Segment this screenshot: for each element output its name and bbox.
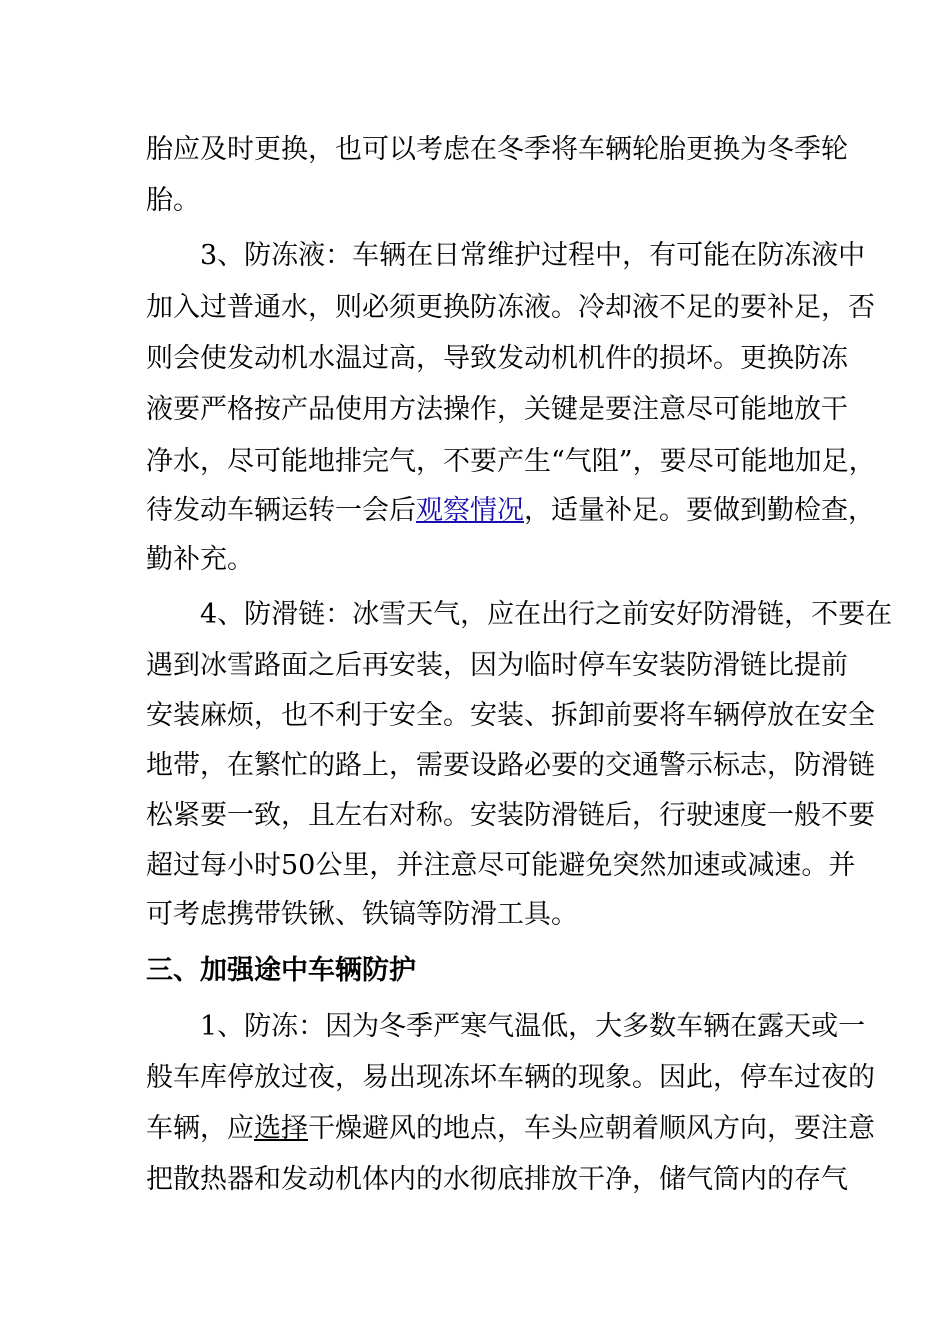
text-line: 胎应及时更换，也可以考虑在冬季将车辆轮胎更换为冬季轮 — [146, 134, 848, 165]
text-line-with-underline — [146, 1109, 875, 1149]
text-line: 胎。 — [146, 185, 200, 216]
text-line: 加入过普通水，则必须更换防冻液。冷却液不足的要补足，否 — [146, 292, 875, 323]
text-line: 液要严格按产品使用方法操作，关键是要注意尽可能地放干 — [146, 394, 848, 425]
text-line: 安装麻烦，也不利于安全。安装、拆卸前要将车辆停放在安全 — [146, 700, 875, 731]
text-line: 勤补充。 — [146, 544, 254, 575]
text-segment: ，适量补足。要做到勤检查， — [524, 495, 875, 526]
text-line: 净水，尽可能地排完气，不要产生“气阻”，要尽可能地加足， — [146, 446, 876, 477]
text-segment: 干燥避风的地点，车头应朝着顺风方向，要注意 — [308, 1113, 875, 1144]
text-line: 3、防冻液：车辆在日常维护过程中，有可能在防冻液中 — [200, 240, 866, 271]
section-heading: 三、加强途中车辆防护 — [146, 955, 416, 986]
text-line: 般车库停放过夜，易出现冻坏车辆的现象。因此，停车过夜的 — [146, 1062, 875, 1093]
text-line: 地带，在繁忙的路上，需要设路必要的交通警示标志，防滑链 — [146, 750, 875, 781]
text-line: 超过每小时50公里，并注意尽可能避免突然加速或减速。并 — [146, 850, 856, 881]
text-line: 4、防滑链：冰雪天气，应在出行之前安好防滑链，不要在 — [200, 599, 893, 630]
text-line: 松紧要一致，且左右对称。安装防滑链后，行驶速度一般不要 — [146, 800, 875, 831]
text-line: 可考虑携带铁锹、铁镐等防滑工具。 — [146, 899, 578, 930]
observe-situation-link[interactable]: 观察情况 — [416, 495, 524, 526]
text-line-with-link — [146, 491, 875, 531]
text-line: 则会使发动机水温过高，导致发动机机件的损坏。更换防冻 — [146, 343, 848, 374]
text-line: 遇到冰雪路面之后再安装，因为临时停车安装防滑链比提前 — [146, 650, 848, 681]
text-line: 1、防冻：因为冬季严寒气温低，大多数车辆在露天或一 — [200, 1011, 866, 1042]
underlined-text: 选择 — [254, 1113, 308, 1144]
text-line: 把散热器和发动机体内的水彻底排放干净，储气筒内的存气 — [146, 1164, 848, 1195]
text-segment: 车辆，应 — [146, 1113, 254, 1144]
text-segment: 待发动车辆运转一会后 — [146, 495, 416, 526]
